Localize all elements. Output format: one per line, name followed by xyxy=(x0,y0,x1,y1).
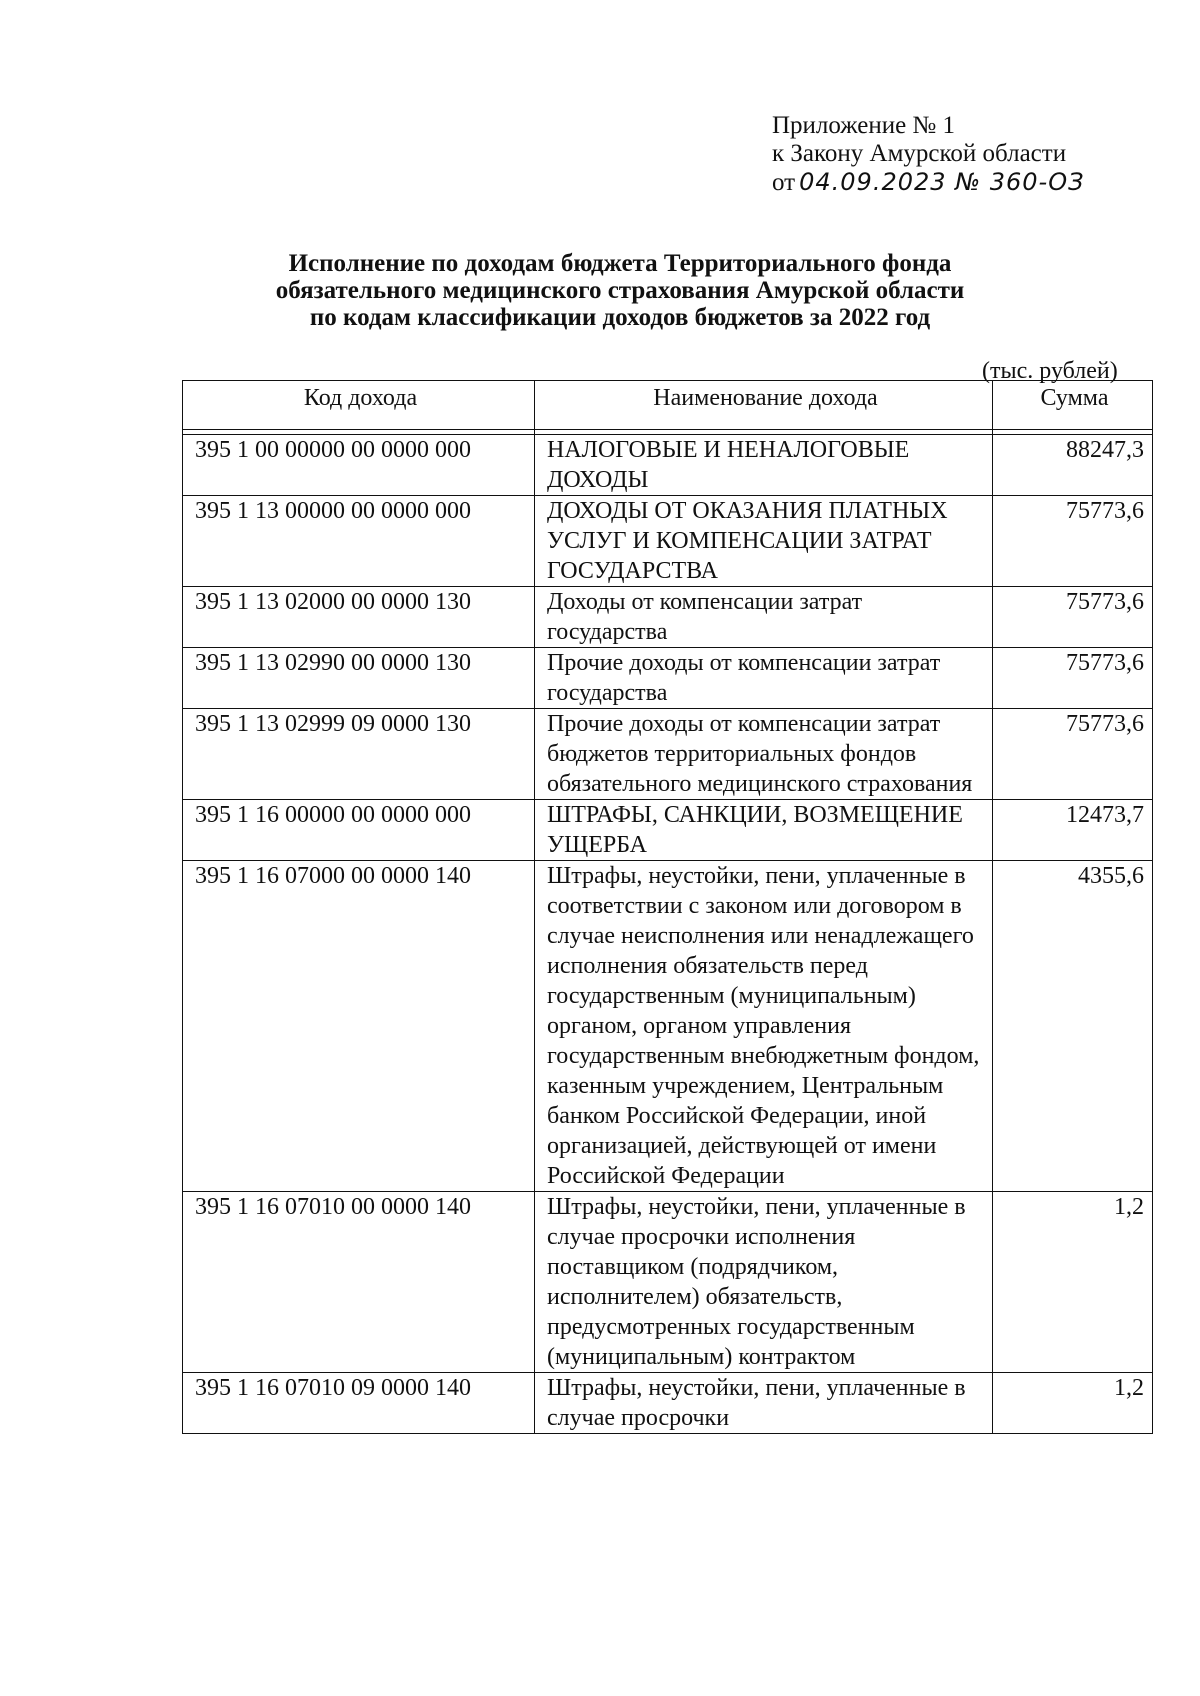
row-amount: 75773,6 xyxy=(993,587,1153,648)
row-name: Штрафы, неустойки, пени, уплаченные в случае просрочки исполнения поставщиком (подрядчиком, исполнителем) обязательств, предусмотренных государственным (муниципальным) контрактом xyxy=(535,1192,993,1373)
row-name: НАЛОГОВЫЕ И НЕНАЛОГОВЫЕ ДОХОДЫ xyxy=(535,435,993,496)
row-amount: 1,2 xyxy=(993,1373,1153,1434)
table-row xyxy=(183,587,1153,648)
row-amount: 12473,7 xyxy=(993,800,1153,861)
row-name: Прочие доходы от компенсации затрат государства xyxy=(535,648,993,709)
table-row xyxy=(183,1192,1153,1373)
title-line-1: Исполнение по доходам бюджета Территориального фонда xyxy=(288,250,952,277)
row-name: Прочие доходы от компенсации затрат бюджетов территориальных фондов обязательного медицинского страхования xyxy=(535,709,993,800)
row-name: Доходы от компенсации затрат государства xyxy=(535,587,993,648)
units-label: (тыс. рублей) xyxy=(982,358,1118,384)
header-code: Код дохода xyxy=(183,381,535,430)
row-code: 395 1 16 07010 00 0000 140 xyxy=(183,1192,535,1373)
row-amount: 4355,6 xyxy=(993,861,1153,1192)
row-amount: 88247,3 xyxy=(993,435,1153,496)
table-row xyxy=(183,648,1153,709)
row-amount: 75773,6 xyxy=(993,496,1153,587)
row-amount: 75773,6 xyxy=(993,709,1153,800)
row-code: 395 1 16 07010 09 0000 140 xyxy=(183,1373,535,1434)
table-header-row xyxy=(183,381,1153,430)
row-amount: 1,2 xyxy=(993,1192,1153,1373)
table-row xyxy=(183,435,1153,496)
appendix-block xyxy=(772,112,1085,197)
row-name: Штрафы, неустойки, пени, уплаченные в случае просрочки xyxy=(535,1373,993,1434)
row-name: ДОХОДЫ ОТ ОКАЗАНИЯ ПЛАТНЫХ УСЛУГ И КОМПЕНСАЦИИ ЗАТРАТ ГОСУДАРСТВА xyxy=(535,496,993,587)
table-row xyxy=(183,709,1153,800)
appendix-line-2: к Закону Амурской области xyxy=(772,140,1067,167)
row-code: 395 1 16 07000 00 0000 140 xyxy=(183,861,535,1192)
header-amount: Сумма xyxy=(993,381,1153,430)
table-row xyxy=(183,861,1153,1192)
row-code: 395 1 13 02999 09 0000 130 xyxy=(183,709,535,800)
row-code: 395 1 13 02990 00 0000 130 xyxy=(183,648,535,709)
title-line-3: по кодам классификации доходов бюджетов за 2022 год xyxy=(309,304,931,331)
row-code: 395 1 13 02000 00 0000 130 xyxy=(183,587,535,648)
document-title xyxy=(180,250,1060,331)
title-line-2: обязательного медицинского страхования Амурской области xyxy=(275,277,965,304)
header-name: Наименование дохода xyxy=(535,381,993,430)
table-row xyxy=(183,496,1153,587)
table-row xyxy=(183,1373,1153,1434)
appendix-date-prefix: от xyxy=(772,169,796,196)
row-code: 395 1 00 00000 00 0000 000 xyxy=(183,435,535,496)
row-name: Штрафы, неустойки, пени, уплаченные в соответствии с законом или договором в случае неисполнения или ненадлежащего исполнения обязательств перед государственным (муниципальным) органом, органом управления государственным внебюджетным фондом, казенным учреждением, Центральным банком Российской Федерации, иной организацией, действующей от имени Российской Федерации xyxy=(535,861,993,1192)
appendix-line-1: Приложение № 1 xyxy=(772,112,956,139)
income-table xyxy=(182,380,1153,1434)
appendix-line-3 xyxy=(772,168,1085,197)
row-code: 395 1 13 00000 00 0000 000 xyxy=(183,496,535,587)
handwritten-date-number: 04.09.2023 № 360-ОЗ xyxy=(799,168,1085,196)
row-code: 395 1 16 00000 00 0000 000 xyxy=(183,800,535,861)
row-name: ШТРАФЫ, САНКЦИИ, ВОЗМЕЩЕНИЕ УЩЕРБА xyxy=(535,800,993,861)
table-row xyxy=(183,800,1153,861)
row-amount: 75773,6 xyxy=(993,648,1153,709)
